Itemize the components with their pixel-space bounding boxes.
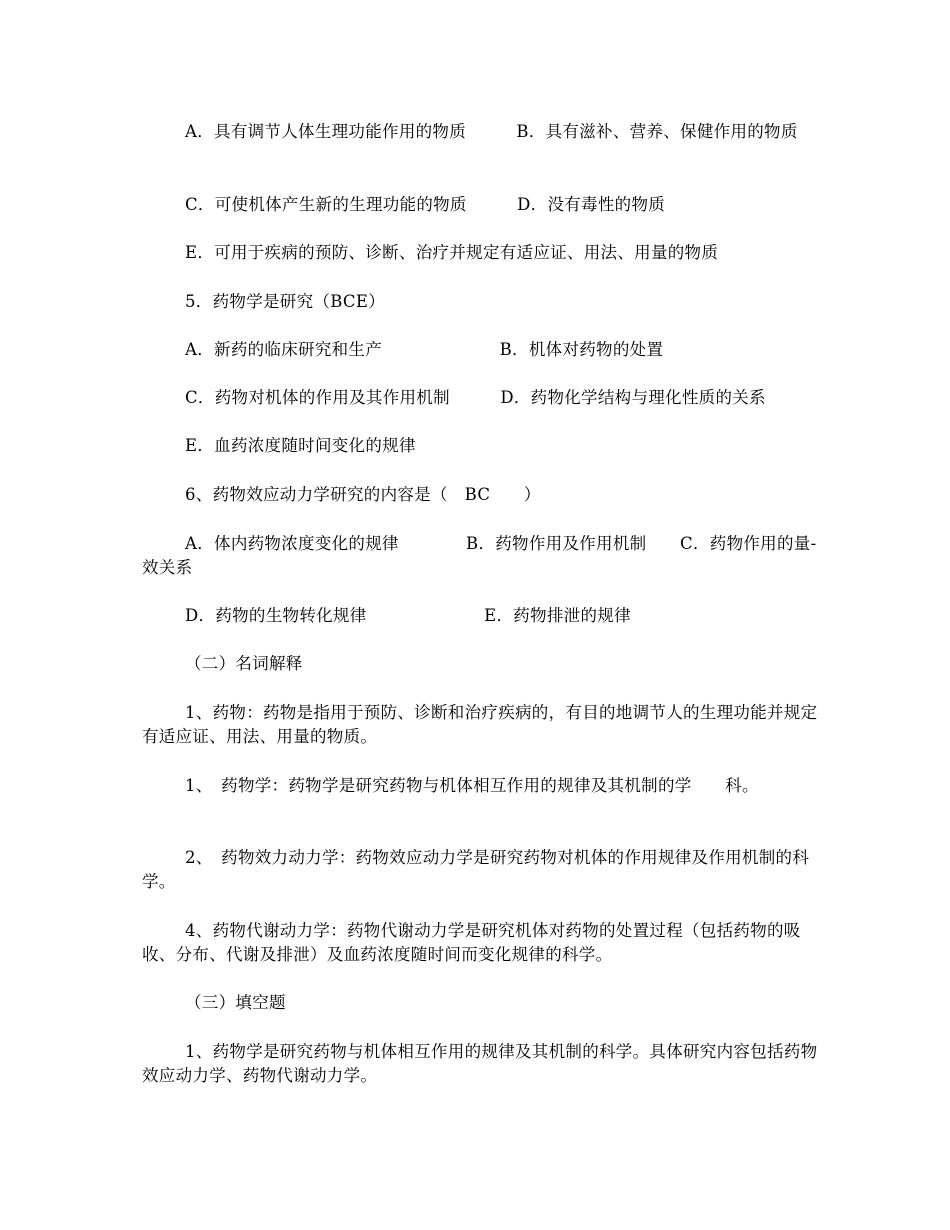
option-line-4cd: C．可使机体产生新的生理功能的物质 D．没有毒性的物质: [185, 195, 666, 214]
section-heading-fill-blank: （三）填空题: [185, 993, 286, 1012]
term-definition-1: 1、药物：药物是指用于预防、诊断和治疗疾病的，有目的地调节人的生理功能并规定有适应证、用法、用量的物质。: [142, 703, 818, 746]
term-definition-4: 4、药物代谢动力学：药物代谢动力学是研究机体对药物的处置过程（包括药物的吸收、分布、代谢及排泄）及血药浓度随时间而变化规律的科学。: [142, 921, 801, 964]
option-line-5ab: A．新药的临床研究和生产 B．机体对药物的处置: [185, 340, 664, 359]
term-definition-2: 1、 药物学：药物学是研究药物与机体相互作用的规律及其机制的学 科。: [185, 776, 759, 795]
option-line-5cd: C．药物对机体的作用及其作用机制 D．药物化学结构与理化性质的关系: [185, 388, 766, 407]
question-6: 6、药物效应动力学研究的内容是（ BC ）: [185, 485, 541, 504]
term-definition-3: 2、 药物效力动力学：药物效应动力学是研究药物对机体的作用规律及作用机制的科学。: [142, 848, 810, 891]
option-line-6abc: A．体内药物浓度变化的规律 B．药物作用及作用机制 C．药物作用的量-效关系: [142, 534, 817, 577]
option-line-5e: E．血药浓度随时间变化的规律: [185, 436, 416, 455]
option-line-4ab: A．具有调节人体生理功能作用的物质 B．具有滋补、营养、保健作用的物质: [185, 122, 798, 141]
option-line-4e: E．可用于疾病的预防、诊断、治疗并规定有适应证、用法、用量的物质: [185, 243, 719, 262]
option-line-6de: D．药物的生物转化规律 E．药物排泄的规律: [185, 606, 631, 625]
question-5: 5．药物学是研究（BCE）: [185, 292, 385, 311]
fill-blank-1: 1、药物学是研究药物与机体相互作用的规律及其机制的科学。具体研究内容包括药物效应动力学、药物代谢动力学。: [142, 1042, 818, 1085]
section-heading-terms: （二）名词解释: [185, 654, 303, 673]
